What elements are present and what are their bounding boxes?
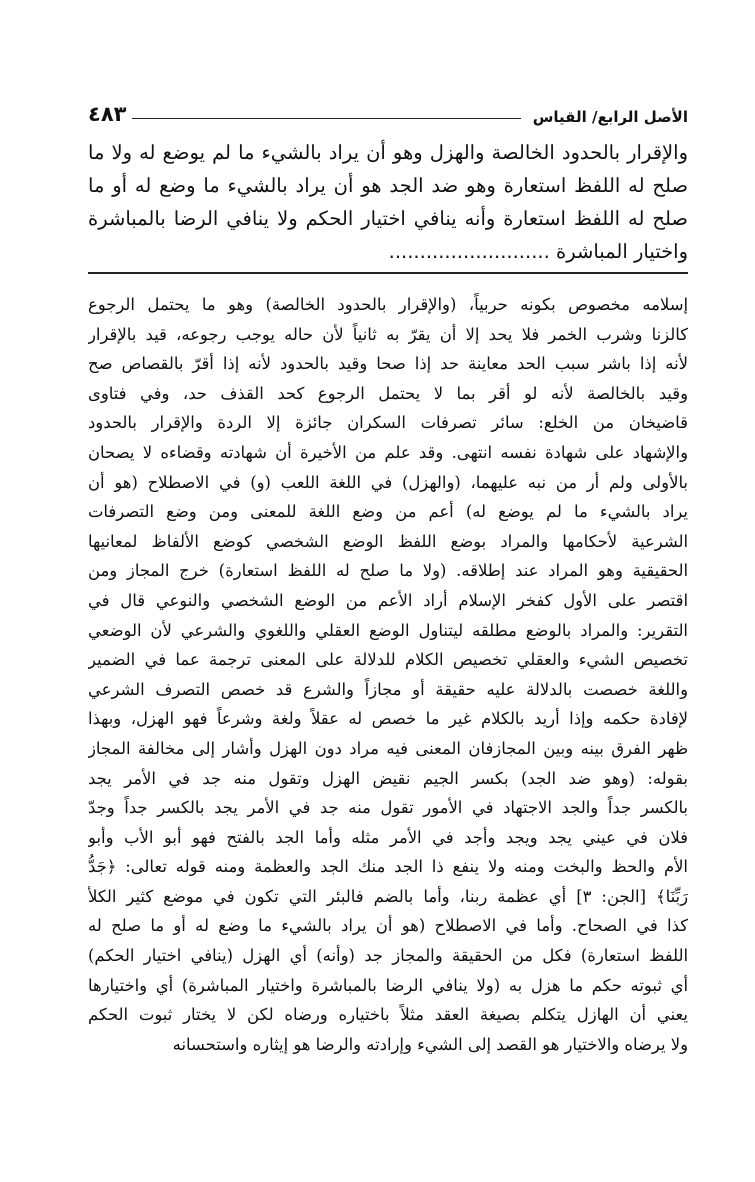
commentary-line: قاضيخان من الخلع: سائر تصرفات السكران جائزة إلا الردة والإقرار بالحدود <box>88 413 688 433</box>
commentary-line: كذا في الصحاح. وأما في الاصطلاح (هو أن يراد بالشيء ما وضع له أو ما صلح له <box>88 916 688 936</box>
commentary-line: اللفظ استعارة) فكل من الحقيقة والمجاز جد (وأنه) أي الهزل (ينافي اختيار الحكم) <box>88 946 688 966</box>
commentary-line: كالزنا وشرب الخمر فلا يحد إلا أن يقرّ به ثانياً لأن حاله يوجب رجوعه، قيد بالإقرار <box>88 324 688 344</box>
commentary-line: فلان في عيني يجد ويجد وأجد في الأمر مثله وأما الجد بالفتح فهو أبو الأب وأبو <box>88 827 688 847</box>
commentary-line: لإفادة حكمه وإذا أريد بالكلام غير ما خصص له عقلاً ولغة وشرعاً فهو الهزل، وبهذا <box>88 709 688 729</box>
commentary-line: يراد بالشيء ما لم يوضع له) أعم من وضع اللغة للمعنى ومن وضع التصرفات <box>88 502 688 522</box>
matn-line: صلح له اللفظ استعارة وأنه ينافي اختيار الحكم ولا ينافي الرضا بالمباشرة <box>88 207 688 230</box>
text-separator-rule <box>88 272 688 274</box>
page-header <box>88 92 688 126</box>
commentary-line: إسلامه مخصوص بكونه حربياً، (والإقرار بالحدود الخالصة) وهو ما يحتمل الرجوع <box>88 295 688 314</box>
commentary-line: أي ثبوته حكم ما هزل به (ولا ينافي الرضا بالمباشرة واختيار المباشرة) أي واختيارها <box>88 975 688 995</box>
commentary-line: الشرعية لأحكامها والمراد بوضع اللفظ الوضع الشخصي كوضع الألفاظ لمعانيها <box>88 531 688 551</box>
page-number: ٤٨٣ <box>88 102 127 126</box>
commentary-line: يعني أن الهازل يتكلم بصيغة العقد مثلاً باختياره ورضاه لكن لا يختار ثبوت الحكم <box>88 1005 688 1025</box>
commentary-text <box>88 290 688 1059</box>
commentary-line: وقيد بالخالصة لأنه لو أقر بما لا يحتمل الرجوع كحد القذف حد، وفي فتاوى <box>88 383 688 403</box>
matn-line-last <box>88 235 688 268</box>
main-text <box>88 136 688 268</box>
commentary-line: رَبِّنَا﴾ [الجن: ٣] أي عظمة ربنا، وأما بالضم فالبئر التي تكون في موضع كثير الكلأ <box>88 886 688 906</box>
header-rule <box>132 118 520 119</box>
matn-line-text: واختيار المباشرة <box>556 240 688 263</box>
commentary-line: الحقيقية وهو المراد عند إطلاقه. (ولا ما صلح له اللفظ استعارة) خرج المجاز ومن <box>88 561 688 581</box>
matn-line: والإقرار بالحدود الخالصة والهزل وهو أن يراد بالشيء ما لم يوضع له ولا ما <box>88 141 688 164</box>
matn-trailing-dots: .......................... <box>388 240 550 263</box>
commentary-line: ظهر الفرق بينه وبين المجازفان المعنى فيه مراد دون الهزل وأشار إلى مخالفة المجاز <box>88 738 688 758</box>
commentary-line: بقوله: (وهو ضد الجد) بكسر الجيم نقيض الهزل وتقول منه جد في الأمر يجد <box>88 768 688 788</box>
commentary-line: لأنه إذا باشر سبب الحد معاينة حد إذا صحا وقيد بالحدود لأنه إذا أقرّ بالقصاص صح <box>88 354 688 374</box>
commentary-line: بالأولى ولم أر من نبه عليهما، (والهزل) في اللغة اللعب (و) في الاصطلاح (هو أن <box>88 472 688 492</box>
running-title: الأصل الرابع/ القياس <box>532 108 688 126</box>
commentary-line: تخصيص الشيء والعقلي تخصيص الكلام للدلالة على المعنى ترجمة عما في الضمير <box>88 650 688 670</box>
matn-line: صلح له اللفظ استعارة وهو ضد الجد هو أن يراد بالشيء ما وضع له أو ما <box>88 174 688 197</box>
commentary-line: اقتصر على الأول كفخر الإسلام أراد الأعم من الوضع الشخصي والنوعي قال في <box>88 590 688 610</box>
commentary-line: واللغة خصصت بالدلالة عليه حقيقة أو مجازاً والشرع قد خصص التصرف الشرعي <box>88 679 688 699</box>
commentary-line: الأم والحظ والبخت ومنه ولا ينفع ذا الجد منك الجد والعظمة ومنه قوله تعالى: ﴿جَدُّ <box>88 857 688 877</box>
commentary-line: والإشهاد على شهادة نفسه انتهى. وقد علم من الأخيرة أن شهادته وقضاءه لا يصحان <box>88 442 688 462</box>
commentary-line: التقرير: والمراد بالوضع مطلقه ليتناول الوضع العقلي واللغوي والشرعي لأن الوضعي <box>88 620 688 640</box>
commentary-line: ولا يرضاه والاختيار هو القصد إلى الشيء وإرادته والرضا هو إيثاره واستحسانه <box>172 1034 688 1054</box>
commentary-line: بالكسر جداً والجد الاجتهاد في الأمور تقول منه جد في الأمر يجد بالكسر جداً وجدّ <box>88 798 688 818</box>
